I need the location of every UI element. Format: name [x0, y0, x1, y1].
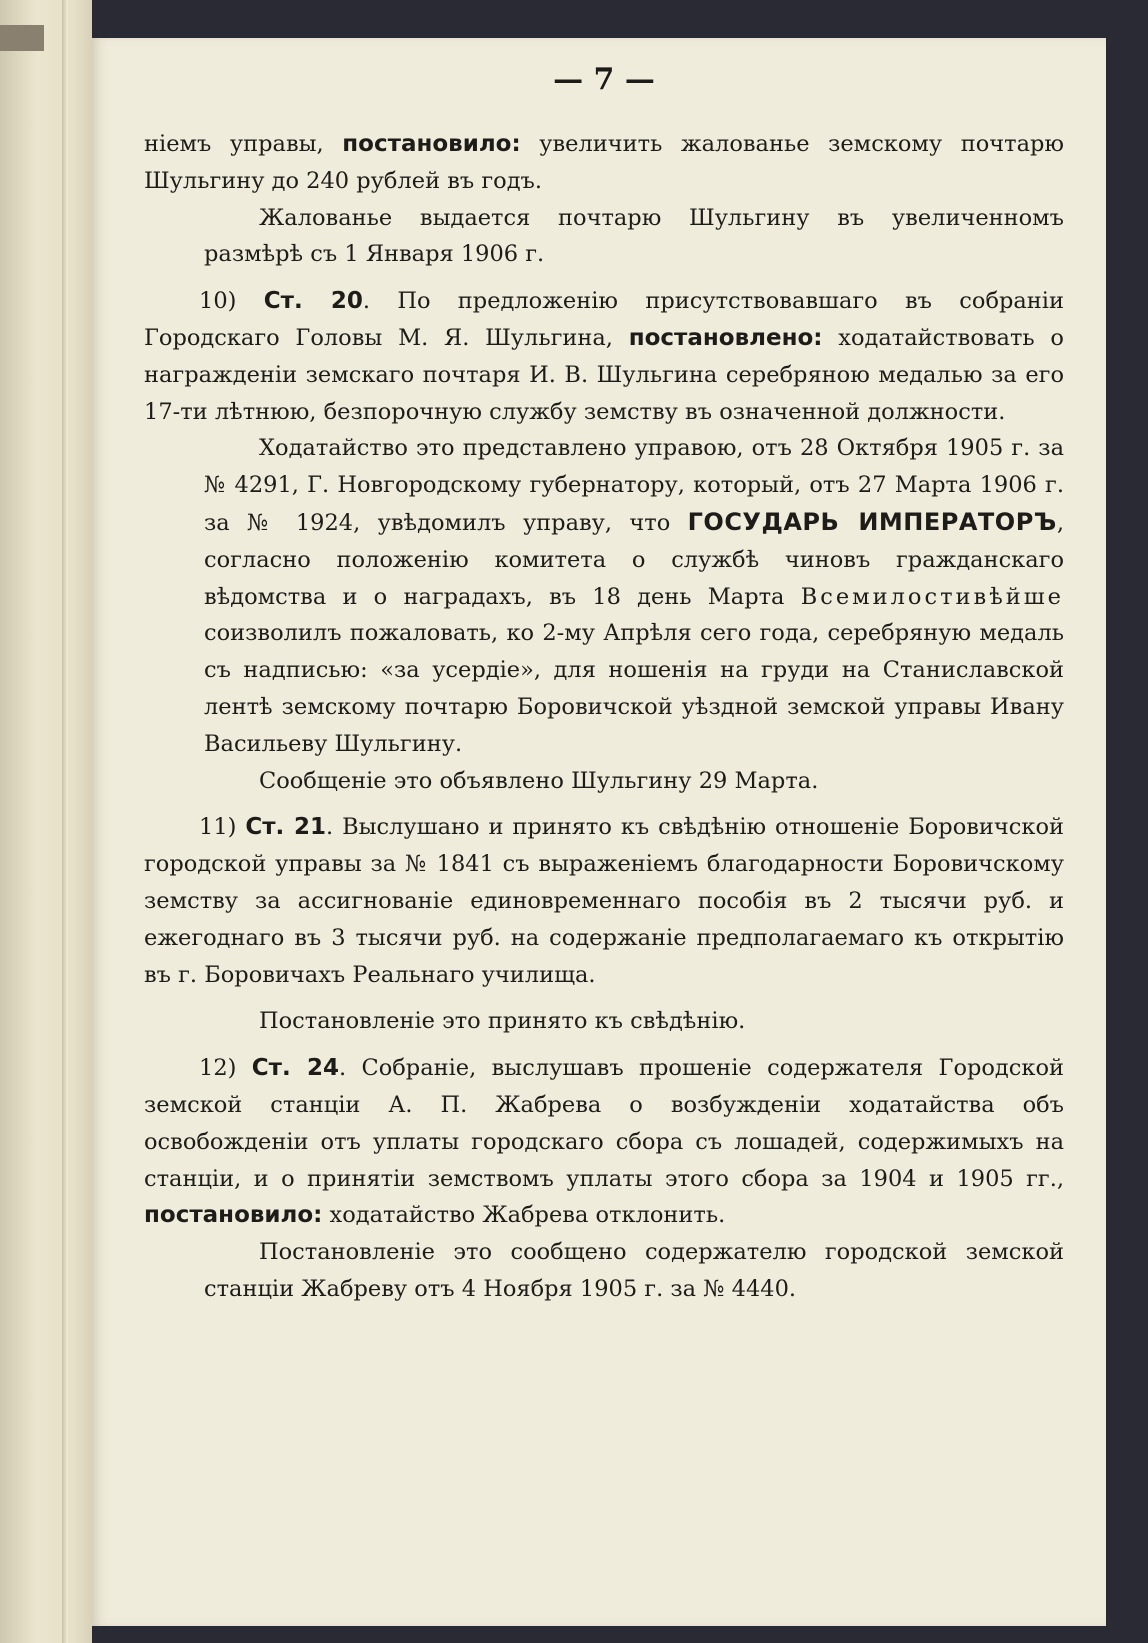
paragraph-7: Постановленіе это принято къ свѣдѣнію. [259, 1008, 746, 1035]
p1-resolution: постановило: [342, 131, 521, 157]
p4-text-e: соизволилъ пожаловать, ко 2-му Апрѣля сего года, серебряную медаль съ надписью: «за усердіе», для ношенія на груди на Станиславской лентѣ земскому почтарю Боровичской уѣздной земской управы Ивану Васильеву Шульгину. [204, 620, 1064, 757]
p4-text-a: Ходатайство это представлено управою, отъ 28 Октября 1905 г. за № 4291, Г. Новгородскому губернатору, который, отъ 27 Марта 1906 г. за № 1924, увѣдомилъ управу, что [204, 435, 1064, 536]
p4-emperor: ГОСУДАРЬ ИМПЕРАТОРЪ [687, 507, 1057, 536]
body-text [144, 126, 1064, 1308]
paragraph-8 [144, 1050, 1064, 1234]
binding-gutter [62, 0, 68, 1643]
p4-spaced-word: Всемилостивѣйше [800, 583, 1064, 610]
paragraph-3 [144, 283, 1064, 430]
paragraph-6 [144, 809, 1064, 993]
p6-text-c: . Выслушано и принято къ свѣдѣнію отношеніе Боровичской городской управы за № 1841 съ выраженіемъ благодарности Боровичскому земству за ассигнованіе единовременнаго пособія въ 2 тысячи руб. и ежегоднаго въ 3 тысячи руб. на содержаніе предполагаемаго къ открытію въ г. Боровичахъ Реальнаго училища. [144, 814, 1064, 988]
p3-text-c: . По предложенію присутствовавшаго въ собраніи Городскаго Головы М. Я. Шульгина, [144, 288, 1065, 351]
p1-text-a: ніемъ управы, [144, 131, 343, 157]
p8-text-c: . Собраніе, выслушавъ прошеніе содержателя Городской земской станціи А. П. Жабрева о возбужденіи ходатайства объ освобожденіи отъ уплаты городскаго сбора съ лошадей, содержимыхъ на станціи, и о принятіи земствомъ уплаты этого сбора за 1904 и 1905 гг., [144, 1055, 1064, 1192]
p3-text-e: ходатайствовать о награжденіи земскаго почтаря И. В. Шульгина серебряною медалью за его 17-ти лѣтнюю, безпорочную службу земству въ означенной должности. [144, 324, 1064, 425]
p8-resolution: постановило: [144, 1202, 323, 1229]
p8-text-e: ходатайство Жабрева отклонить. [322, 1202, 726, 1229]
p3-number: 10) [199, 288, 264, 315]
p3-article: Ст. 20 [263, 288, 363, 315]
p8-number: 12) [199, 1055, 252, 1082]
tab-marker [0, 25, 44, 51]
p8-article: Ст. 24 [251, 1055, 339, 1082]
p4-text-c: , согласно положенію комитета о службѣ чиновъ гражданскаго вѣдомства и о наградахъ, въ 18 день Марта [204, 509, 1064, 610]
paragraph-4 [144, 430, 1064, 762]
paragraph-1 [144, 126, 1064, 200]
paragraph-2: Жалованье выдается почтарю Шульгину въ увеличенномъ размѣрѣ съ 1 Января 1906 г. [204, 204, 1064, 268]
p6-number: 11) [199, 814, 246, 841]
p6-article: Ст. 21 [245, 814, 327, 841]
p1-text-c: увеличить жалованье земскому почтарю Шульгину до 240 рублей въ годъ. [144, 131, 1064, 194]
document-page [92, 38, 1106, 1626]
paragraph-5: Сообщеніе это объявлено Шульгину 29 Марта. [259, 767, 819, 794]
left-page-edge [0, 0, 92, 1643]
page-number: — 7 — [553, 62, 655, 97]
paragraph-9: Постановленіе это сообщено содержателю городской земской станціи Жабреву отъ 4 Ноября 1905 г. за № 4440. [204, 1239, 1064, 1302]
p3-resolution: постановлено: [628, 324, 823, 351]
